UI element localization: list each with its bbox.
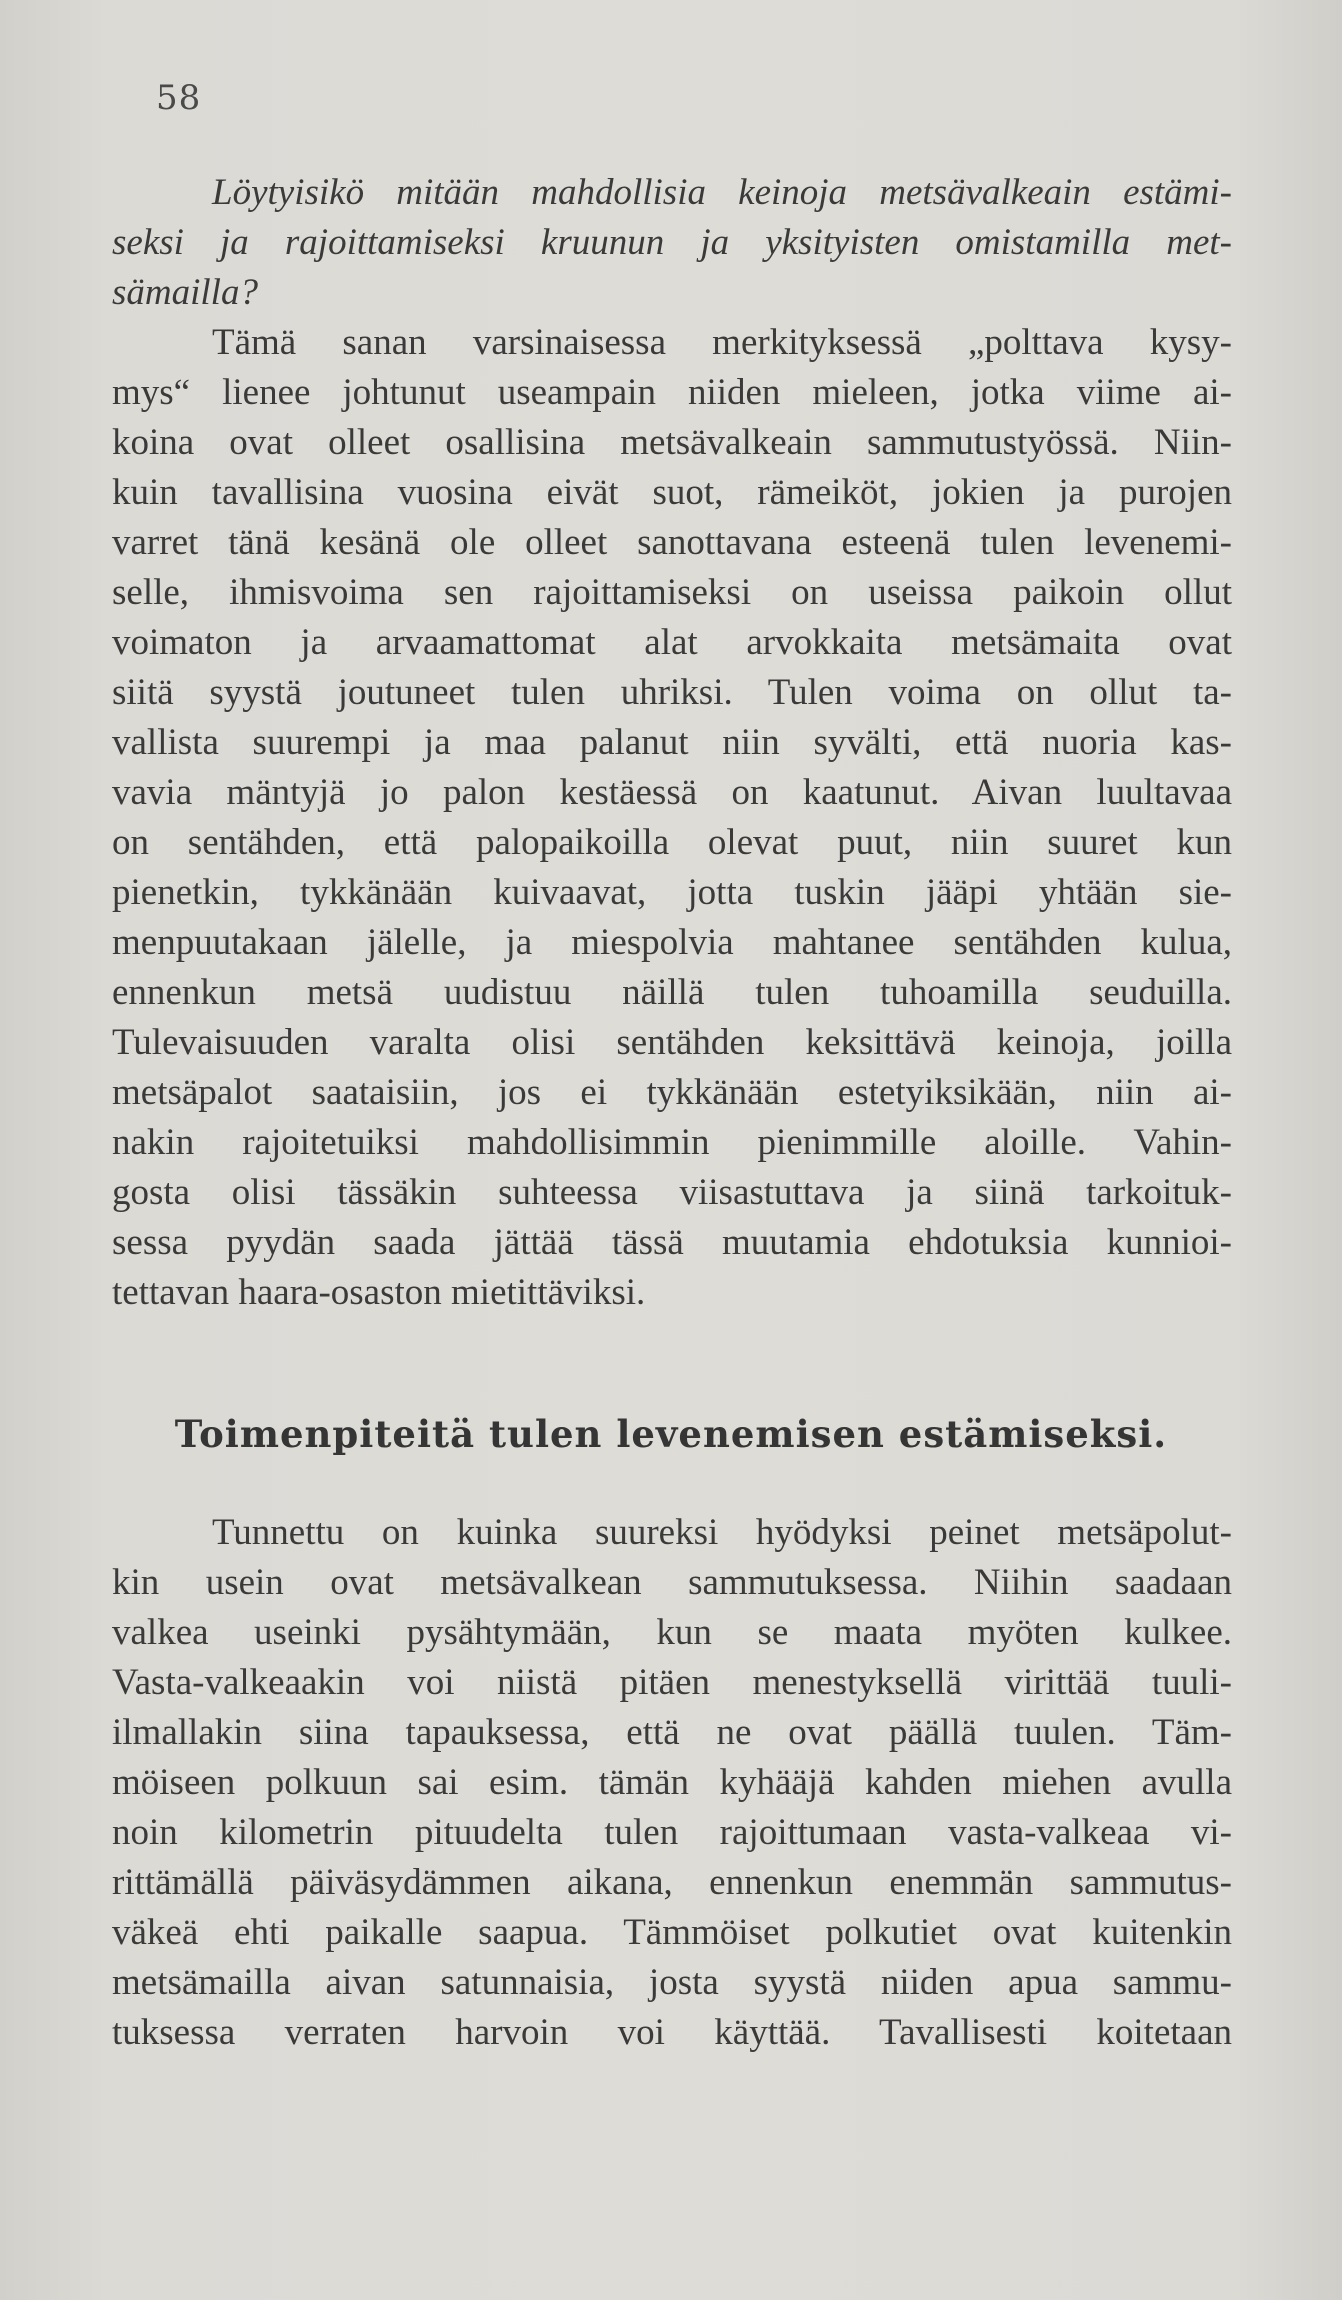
paragraph-line: väkeä ehti paikalle saapua. Tämmöiset polkutiet ovat kuitenkin — [112, 1912, 1232, 1953]
paragraph-line: ilmallakin siina tapauksessa, että ne ovat päällä tuulen. Täm- — [112, 1712, 1232, 1753]
paragraph-line: Vasta-valkeaakin voi niistä pitäen menestyksellä virittää tuuli- — [112, 1662, 1232, 1703]
paragraph-line: vallista suurempi ja maa palanut niin syvälti, että nuoria kas- — [112, 722, 1232, 763]
paragraph-line: Tunnettu on kuinka suureksi hyödyksi peinet metsäpolut- — [212, 1512, 1232, 1553]
paragraph-line: pienetkin, tykkänään kuivaavat, jotta tuskin jääpi yhtään sie- — [112, 872, 1232, 913]
paragraph-line: metsäpalot saataisiin, jos ei tykkänään estetyiksikään, niin ai- — [112, 1072, 1232, 1113]
paragraph-line: sessa pyydän saada jättää tässä muutamia ehdotuksia kunnioi- — [112, 1222, 1232, 1263]
question-line: Löytyisikö mitään mahdollisia keinoja metsävalkeain estämi- — [212, 172, 1232, 213]
paragraph-line: valkea useinki pysähtymään, kun se maata myöten kulkee. — [112, 1612, 1232, 1653]
paragraph-line: rittämällä päiväsydämmen aikana, ennenkun enemmän sammutus- — [112, 1862, 1232, 1903]
paragraph-line: menpuutakaan jälelle, ja miespolvia mahtanee sentähden kulua, — [112, 922, 1232, 963]
paragraph-line: ennenkun metsä uudistuu näillä tulen tuhoamilla seuduilla. — [112, 972, 1232, 1013]
paragraph-line: gosta olisi tässäkin suhteessa viisastuttava ja siinä tarkoituk- — [112, 1172, 1232, 1213]
paragraph-line: noin kilometrin pituudelta tulen rajoittumaan vasta-valkeaa vi- — [112, 1812, 1232, 1853]
paragraph-line: siitä syystä joutuneet tulen uhriksi. Tulen voima on ollut ta- — [112, 672, 1232, 713]
paragraph-line: koina ovat olleet osallisina metsävalkeain sammutustyössä. Niin- — [112, 422, 1232, 463]
paragraph-line: selle, ihmisvoima sen rajoittamiseksi on useissa paikoin ollut — [112, 572, 1232, 613]
paragraph-line: kuin tavallisina vuosina eivät suot, rämeiköt, jokien ja purojen — [112, 472, 1232, 513]
paragraph-2 — [112, 1508, 1232, 2058]
paragraph-line: on sentähden, että palopaikoilla olevat puut, niin suuret kun — [112, 822, 1232, 863]
question-line: sämailla? — [112, 272, 258, 313]
paragraph-line: metsämailla aivan satunnaisia, josta syystä niiden apua sammu- — [112, 1962, 1232, 2003]
section-heading: Toimenpiteitä tulen levenemisen estämiseksi. — [174, 1412, 1168, 1456]
paragraph-line: tettavan haara-osaston mietittäviksi. — [112, 1272, 646, 1313]
paragraph-line: voimaton ja arvaamattomat alat arvokkaita metsämaita ovat — [112, 622, 1232, 663]
paragraph-line: vavia mäntyjä jo palon kestäessä on kaatunut. Aivan luultavaa — [112, 772, 1232, 813]
paragraph-line: Tulevaisuuden varalta olisi sentähden keksittävä keinoja, joilla — [112, 1022, 1232, 1063]
paragraph-line: möiseen polkuun sai esim. tämän kyhääjä kahden miehen avulla — [112, 1762, 1232, 1803]
paragraph-line: nakin rajoitetuiksi mahdollisimmin pienimmille aloille. Vahin- — [112, 1122, 1232, 1163]
paragraph-line: varret tänä kesänä ole olleet sanottavana esteenä tulen levenemi- — [112, 522, 1232, 563]
question-block — [112, 168, 1232, 318]
paragraph-1 — [112, 318, 1232, 1318]
paragraph-line: Tämä sanan varsinaisessa merkityksessä „polttava kysy- — [212, 322, 1232, 363]
page-number: 58 — [156, 78, 202, 118]
paragraph-line: kin usein ovat metsävalkean sammutuksessa. Niihin saadaan — [112, 1562, 1232, 1603]
paragraph-line: mys“ lienee johtunut useampain niiden mieleen, jotka viime ai- — [112, 372, 1232, 413]
question-line: seksi ja rajoittamiseksi kruunun ja yksityisten omistamilla met- — [112, 222, 1232, 263]
paragraph-line: tuksessa verraten harvoin voi käyttää. Tavallisesti koitetaan — [112, 2012, 1232, 2053]
